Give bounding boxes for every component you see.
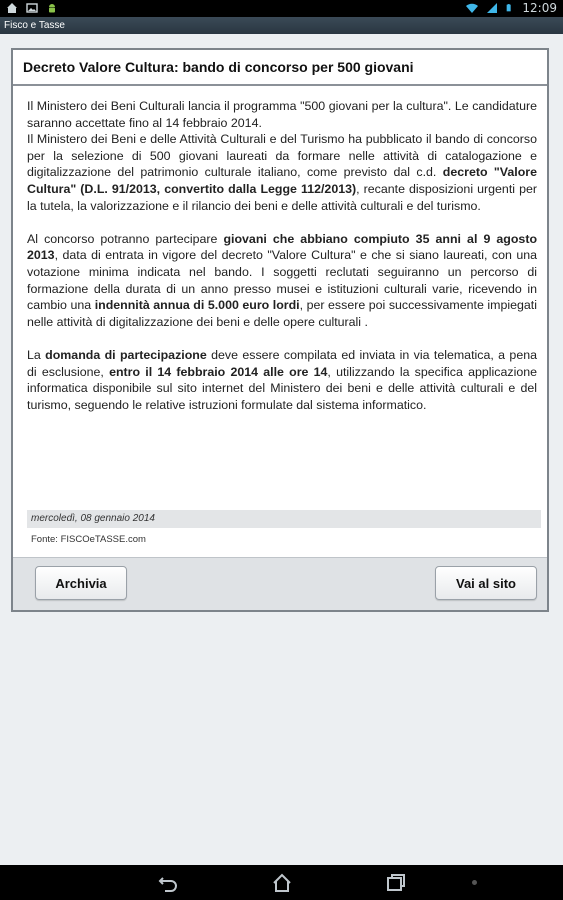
app-title-bar — [0, 17, 563, 34]
text-run: deve essere compilata ed inviata in via telematica, a pena di esclusione, — [27, 347, 537, 379]
article-title: Decreto Valore Cultura: bando di concorso per 500 giovani — [23, 59, 414, 75]
article-source: Fonte: FISCOeTASSE.com — [31, 534, 146, 545]
status-bar — [0, 0, 563, 17]
article-paragraph — [27, 347, 537, 413]
article-paragraph — [27, 98, 537, 131]
app-title: Fisco e Tasse — [4, 20, 65, 31]
text-run: , data di entrata in vigore del decreto "Valore Cultura" e che si siano laureati, con una votazione minima indicata nel bando. I soggetti reclutati seguiranno un percorso di formazione della durata di un anno presso musei e istituzioni culturali varie, ricevendo in cambio una — [27, 248, 537, 313]
home-icon[interactable] — [271, 872, 293, 894]
text-run: Al concorso potranno partecipare — [27, 231, 224, 246]
text-run: Il Ministero dei Beni Culturali lancia il programma "500 giovani per la cultura". Le candidature saranno accettate fino al 14 febbraio 2014. — [27, 99, 537, 130]
back-icon[interactable] — [157, 872, 179, 894]
article-paragraph — [27, 131, 537, 214]
visit-site-button[interactable]: Vai al sito — [435, 566, 537, 600]
bold-text: giovani che abbiano compiuto 35 anni al 9 agosto 2013 — [27, 231, 538, 263]
battery-icon — [506, 2, 514, 14]
wifi-icon — [466, 2, 478, 14]
article-header — [13, 50, 547, 86]
bold-text: domanda di partecipazione — [45, 347, 207, 362]
bold-text: decreto "Valore Cultura" (D.L. 91/2013, convertito dalla Legge 112/2013) — [27, 165, 537, 196]
text-run: Il Ministero dei Beni e delle Attività Culturali e del Turismo ha pubblicato il bando di concorso per la selezione di 500 giovani laureati da formare nelle attività di catalogazione e digitalizzazione del patrimonio culturale italiano, come previsto dal c.d. — [27, 132, 537, 180]
image-icon — [26, 2, 38, 14]
clock: 12:09 — [522, 1, 557, 15]
recent-apps-icon[interactable] — [385, 872, 407, 894]
bold-text: indennità annua di 5.000 euro lordi — [94, 298, 300, 313]
text-run: La — [27, 347, 46, 362]
navigation-bar — [0, 865, 563, 900]
menu-dot-icon[interactable] — [472, 880, 477, 885]
signal-icon — [486, 2, 498, 14]
home-icon — [6, 2, 18, 14]
android-icon — [46, 2, 58, 14]
text-run: , recante disposizioni urgenti per la tutela, la valorizzazione e il rilancio dei beni e delle attività culturali e del turismo. — [27, 181, 537, 213]
article-paragraph — [27, 231, 537, 331]
article-body — [27, 98, 537, 413]
text-run: , utilizzando la specifica applicazione informatica disponibile sul sito internet del Ministero dei beni e delle attività culturali e del turismo, seguendo le relative istruzioni formulate dal sistema informatico. — [27, 364, 537, 412]
button-bar — [13, 557, 547, 610]
text-run: , per essere poi successivamente impiegati nelle attività di digitalizzazione dei beni e delle opere culturali . — [27, 298, 537, 329]
date-bar — [27, 510, 541, 528]
article-card — [11, 48, 549, 612]
archive-button[interactable]: Archivia — [35, 566, 127, 600]
bold-text: entro il 14 febbraio 2014 alle ore 14 — [109, 364, 328, 379]
article-date: mercoledì, 08 gennaio 2014 — [31, 513, 155, 524]
